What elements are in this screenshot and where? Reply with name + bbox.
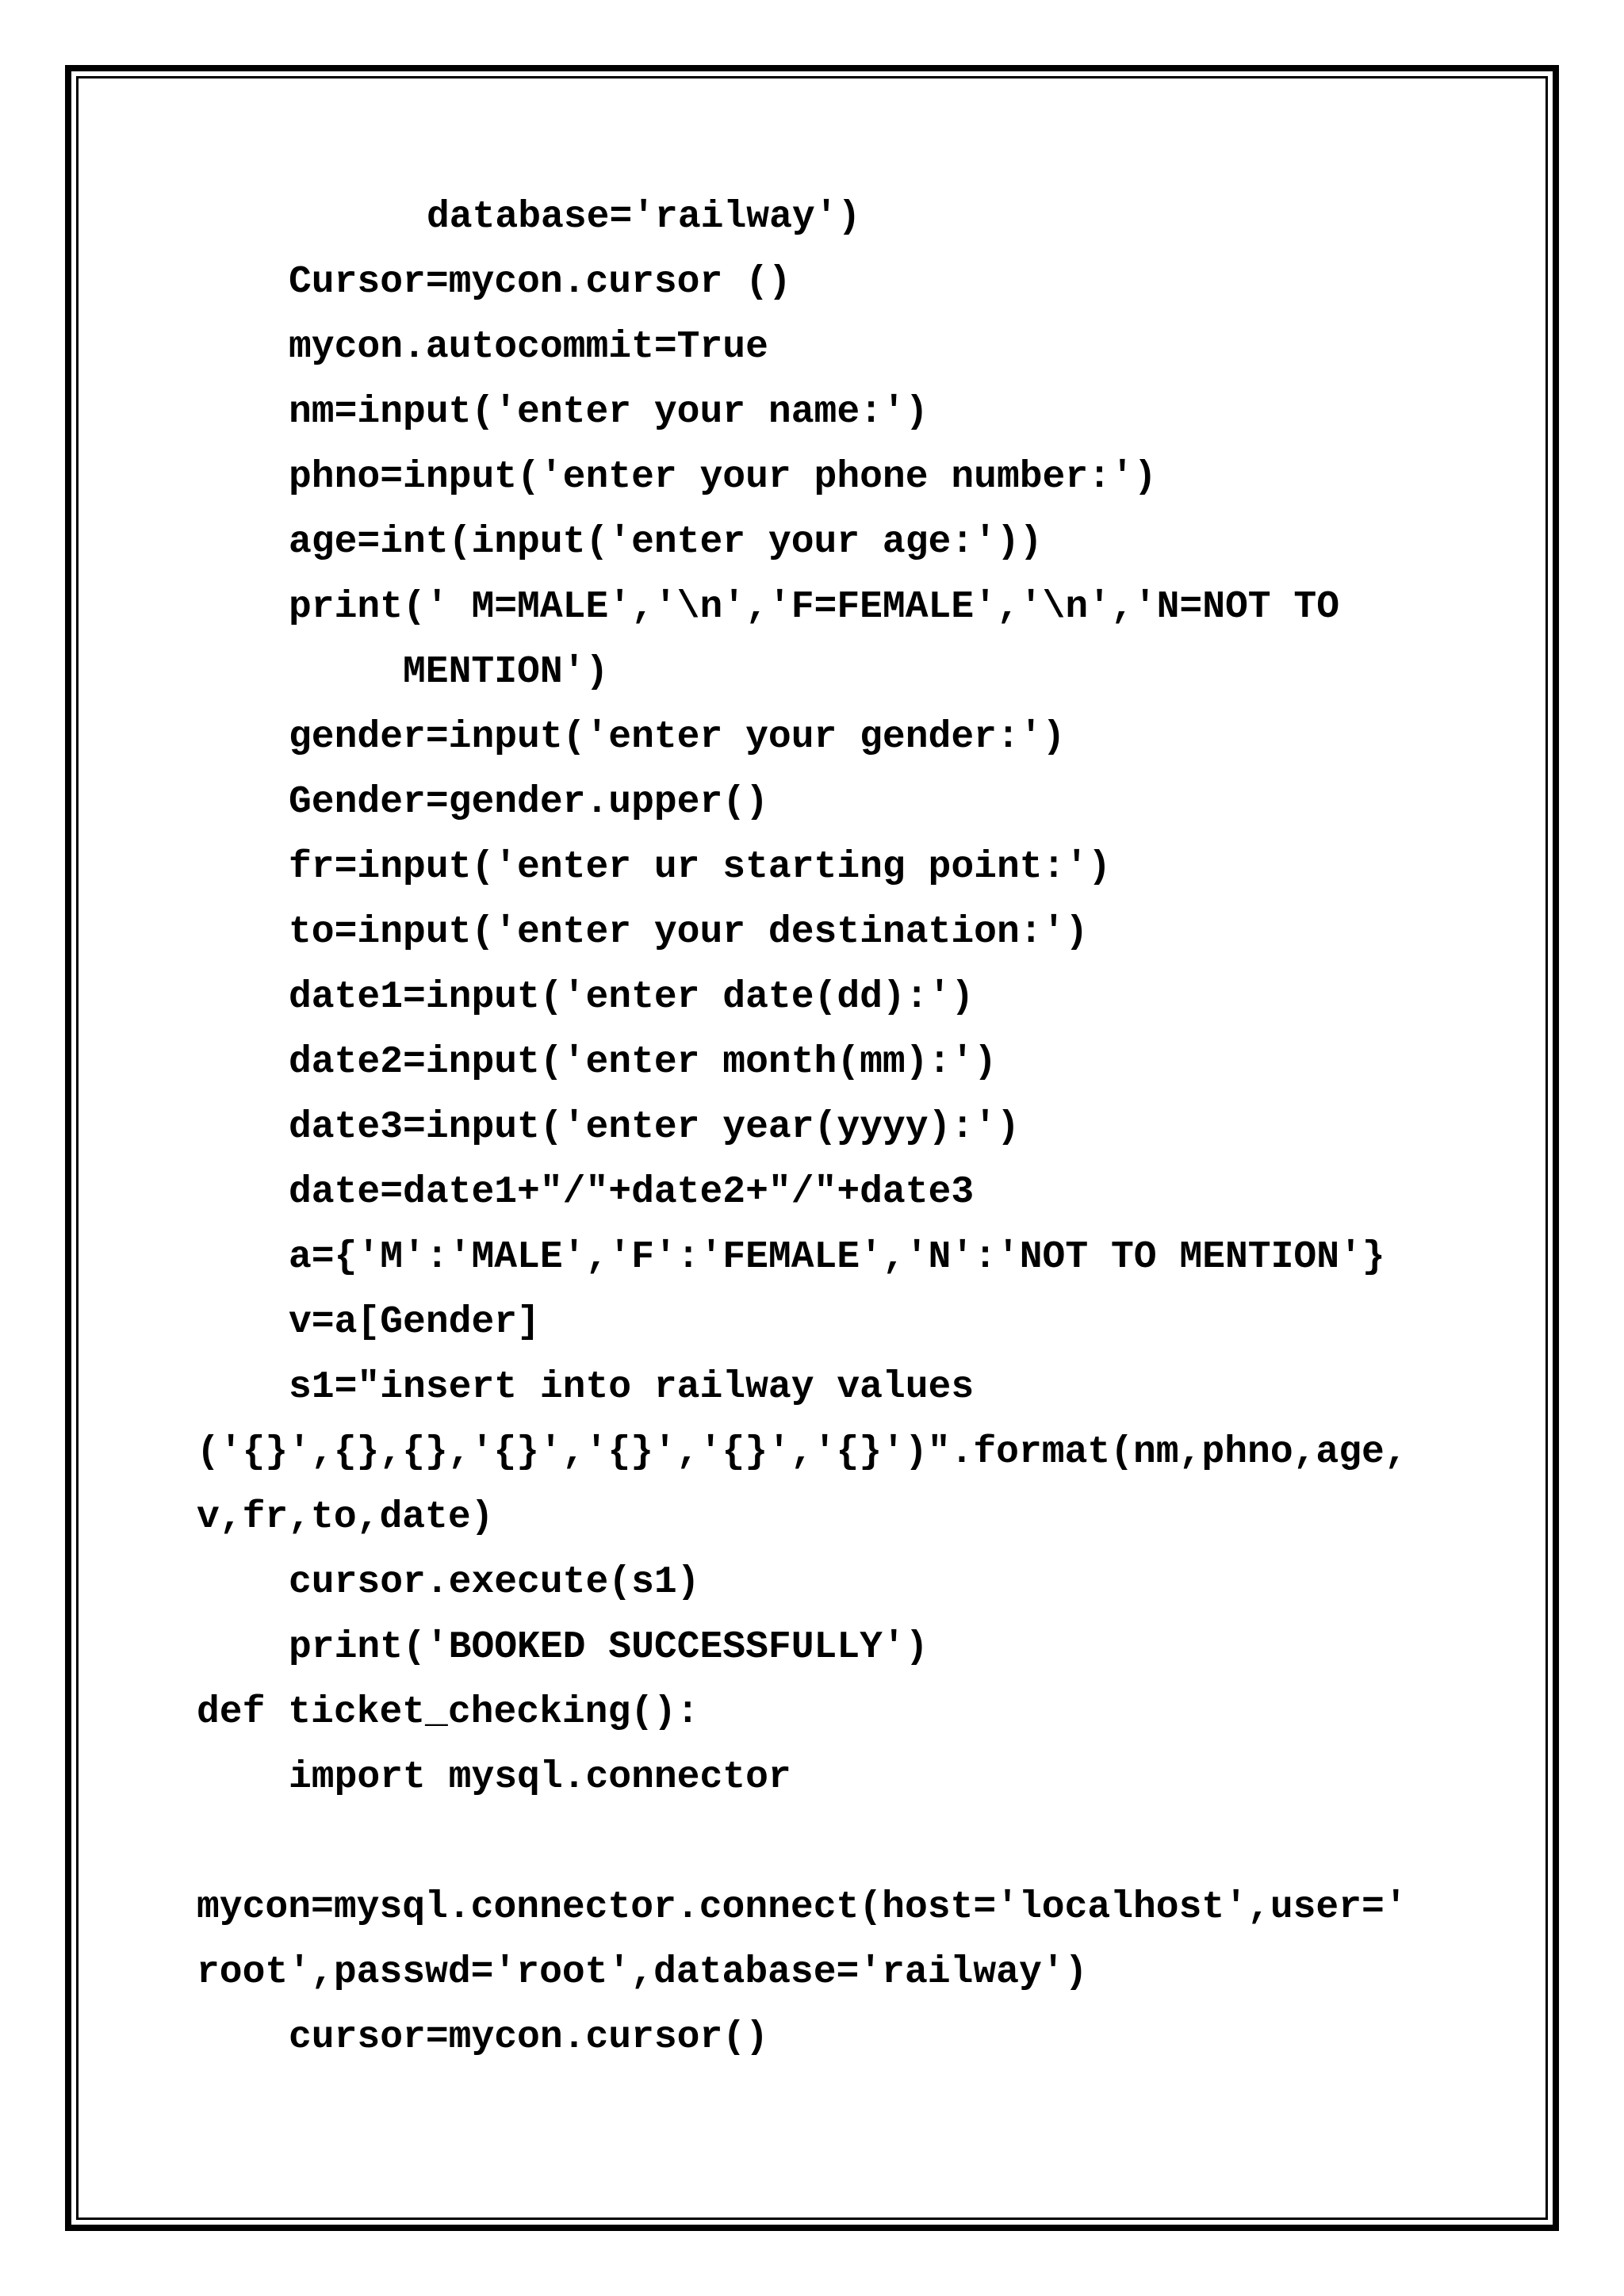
code-line: Cursor=mycon.cursor () [289, 261, 791, 304]
code-line: MENTION') [403, 651, 609, 694]
code-line: root',passwd='root',database='railway') [197, 1951, 1088, 1994]
code-line: v=a[Gender] [289, 1301, 540, 1344]
code-line: gender=input('enter your gender:') [289, 716, 1066, 759]
code-line: age=int(input('enter your age:')) [289, 521, 1043, 564]
code-line: print(' M=MALE','\n','F=FEMALE','\n','N=NOT TO [289, 586, 1340, 629]
code-line: s1="insert into railway values [289, 1366, 975, 1409]
code-line: date3=input('enter year(yyyy):') [289, 1106, 1020, 1149]
code-line: print('BOOKED SUCCESSFULLY') [289, 1626, 929, 1669]
code-line: mycon.autocommit=True [289, 326, 768, 369]
code-line: def ticket_checking(): [197, 1691, 699, 1734]
code-line: date2=input('enter month(mm):') [289, 1041, 997, 1084]
code-line: v,fr,to,date) [197, 1496, 494, 1539]
code-line: fr=input('enter ur starting point:') [289, 846, 1111, 889]
code-line: a={'M':'MALE','F':'FEMALE','N':'NOT TO MENTION'} [289, 1236, 1385, 1279]
code-line: Gender=gender.upper() [289, 781, 768, 824]
code-line: date=date1+"/"+date2+"/"+date3 [289, 1171, 975, 1214]
code-line: import mysql.connector [289, 1756, 791, 1799]
code-line: database='railway') [427, 196, 861, 239]
code-line: phno=input('enter your phone number:') [289, 456, 1157, 499]
code-line: to=input('enter your destination:') [289, 911, 1089, 954]
code-line: mycon=mysql.connector.connect(host='localhost',user=' [197, 1886, 1408, 1929]
code-line: cursor.execute(s1) [289, 1561, 700, 1604]
code-line: cursor=mycon.cursor() [289, 2016, 768, 2059]
code-line: date1=input('enter date(dd):') [289, 976, 975, 1019]
code-line: ('{}',{},{},'{}','{}','{}','{}')".format(nm,phno,age, [197, 1431, 1408, 1474]
code-line: nm=input('enter your name:') [289, 391, 929, 434]
